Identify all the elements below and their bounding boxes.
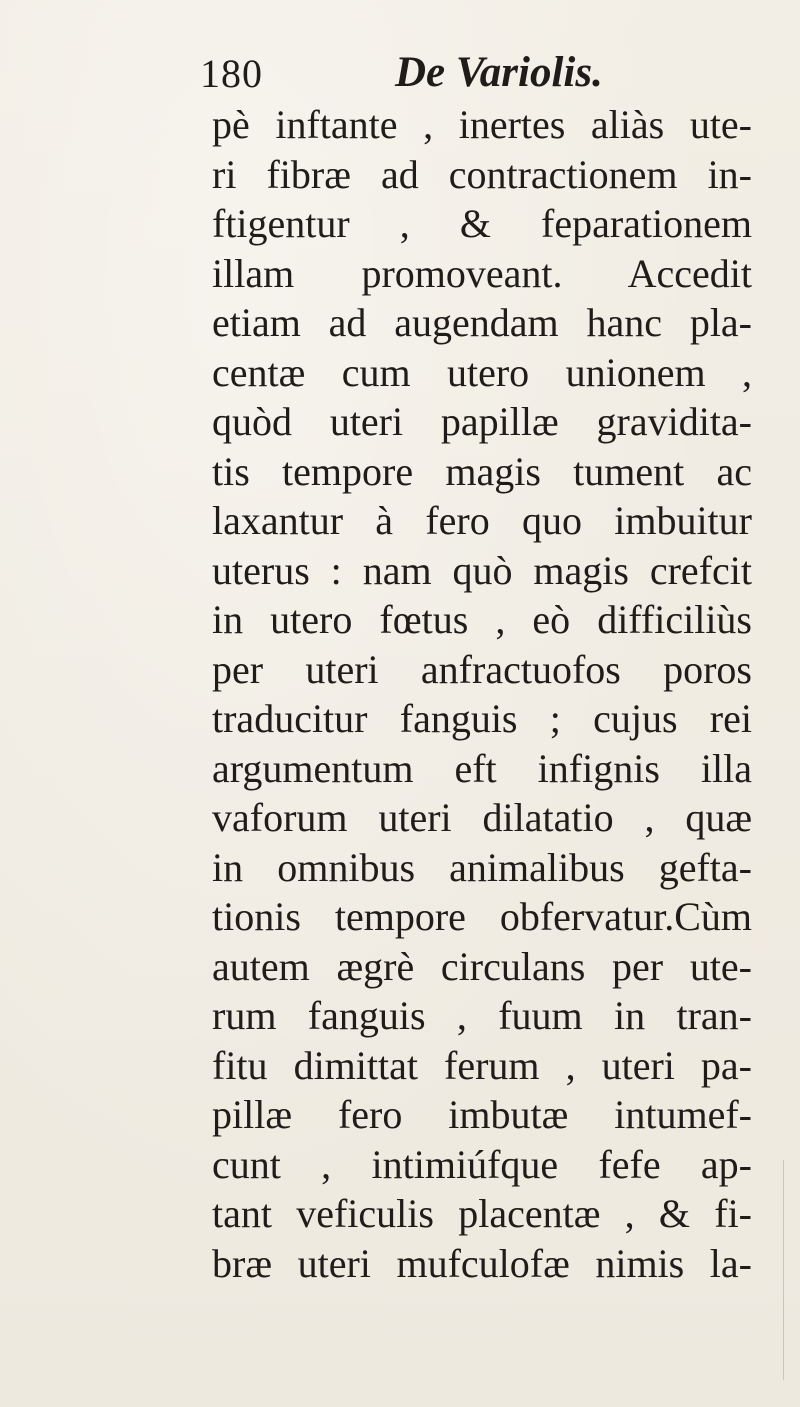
page-number: 180 (200, 51, 263, 96)
text-line: in omnibus animalibus gefta- (212, 844, 752, 890)
text-line: autem ægrè circulans per ute- (212, 943, 752, 989)
text-line: pè inftante , inertes aliàs ute- (212, 102, 752, 147)
text-line: tant veficulis placentæ , & fi- (212, 1191, 752, 1236)
text-line: bræ uteri mufculofæ nimis la- (212, 1240, 752, 1286)
text-line: illam promoveant. Accedit (212, 250, 752, 296)
text-line: tionis tempore obfervatur.Cùm (212, 894, 752, 939)
text-line: ftigentur , & feparationem (212, 201, 752, 246)
text-line: rum fanguis , fuum in tran- (212, 993, 752, 1038)
text-line: laxantur à fero quo imbuitur (212, 498, 752, 543)
text-line: centæ cum utero unionem , (212, 349, 752, 395)
text-line: quòd uteri papillæ gravidita- (212, 399, 752, 444)
text-line: per uteri anfractuofos poros (212, 646, 752, 692)
text-line: vaforum uteri dilatatio , quæ (212, 795, 752, 840)
text-line: uterus : nam quò magis crefcit (212, 547, 752, 593)
text-line: argumentum eft infignis illa (212, 745, 752, 791)
text-line: traducitur fanguis ; cujus rei (212, 696, 752, 741)
text-line: tis tempore magis tument ac (212, 448, 752, 494)
text-line: fitu dimittat ferum , uteri pa- (212, 1042, 752, 1088)
page-edge-shadow (783, 1160, 784, 1380)
text-line: etiam ad augendam hanc pla- (212, 300, 752, 345)
text-line: pillæ fero imbutæ intumef- (212, 1092, 752, 1137)
text-line: ri fibræ ad contractionem in- (212, 151, 752, 197)
body-text (212, 100, 752, 1288)
running-title: De Variolis. (395, 49, 603, 96)
page-header (200, 50, 660, 102)
text-line: in utero fœtus , eò difficiliùs (212, 597, 752, 642)
text-line: cunt , intimiúfque fefe ap- (212, 1141, 752, 1187)
